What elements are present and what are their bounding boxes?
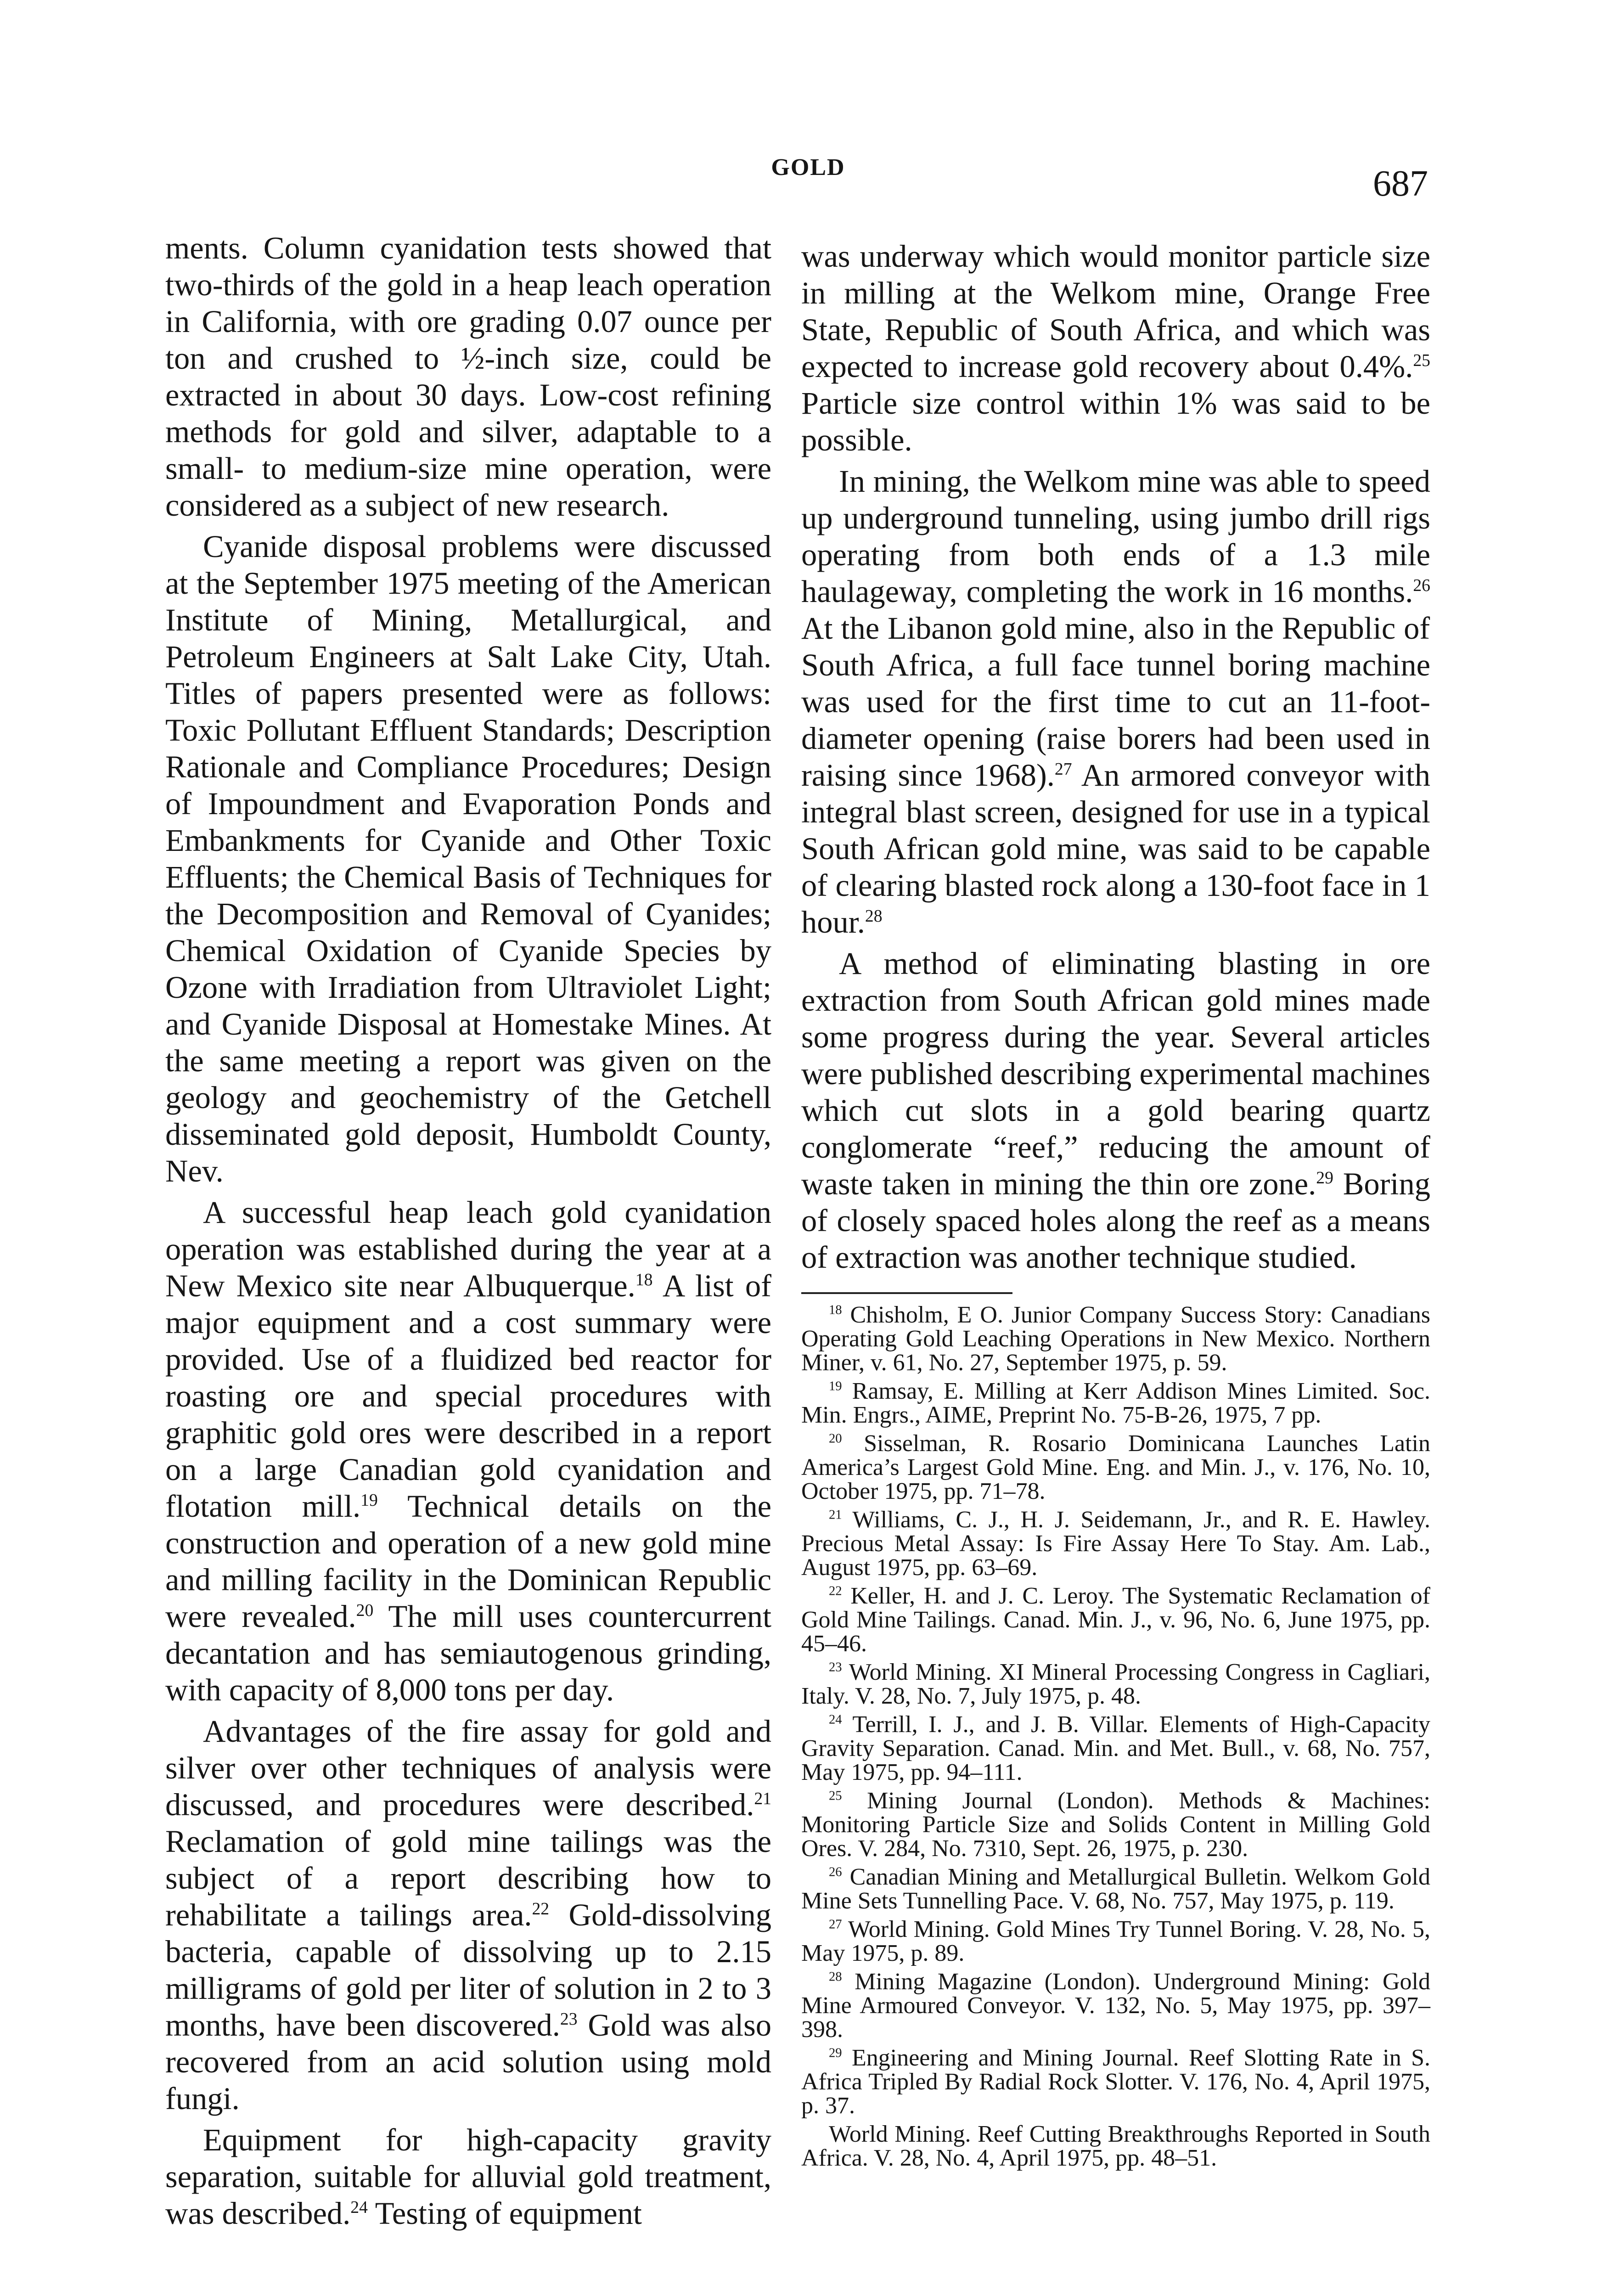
footnote-number: 26 [829, 1865, 842, 1880]
paragraph-text: Testing of equipment [367, 2196, 642, 2231]
running-title: GOLD [771, 154, 845, 180]
paragraph-text: In mining, the Welkom mine was able to speed up underground tunneling, using jumbo drill rigs operating from both ends of a 1.3 mile haulageway, completing the work in 16 months. [801, 464, 1430, 609]
footnote [801, 1660, 1430, 1708]
footnote-ref: 29 [1316, 1168, 1333, 1188]
footnote-number: 23 [829, 1660, 842, 1675]
footnote-number: 24 [829, 1712, 842, 1727]
footnote-ref: 21 [754, 1789, 771, 1809]
footnote [801, 1970, 1430, 2042]
footnote [801, 1789, 1430, 1861]
paragraph [165, 230, 771, 523]
footnote-ref: 22 [532, 1899, 550, 1919]
paragraph-text: A list of major equipment and a cost summary were provided. Use of a fluidized bed reactor for roasting ore and special procedures with graphitic gold ores were described in a report on a large Canadian gold cyanidation and flotation mill. [165, 1268, 771, 1524]
footnote-text: Engineering and Mining Journal. Reef Slotting Rate in S. Africa Tripled By Radial Rock Slotter. V. 176, No. 4, April 1975, p. 37. [801, 2045, 1431, 2119]
paragraph [165, 1194, 771, 1708]
footnote [801, 1918, 1430, 1965]
footnote-number: 22 [829, 1584, 842, 1598]
paragraph-text: A method of eliminating blasting in ore extraction from South African gold mines made some progress during the year. Several articles were published describing experimental machines which cut slots in a gold bearing quartz conglomerate “reef,” reducing the amount of waste taken in mining the thin ore zone. [801, 946, 1430, 1201]
footnote [801, 2122, 1430, 2170]
footnote-text: Keller, H. and J. C. Leroy. The Systematic Reclamation of Gold Mine Tailings. Canad. Min. J., v. 96, No. 6, June 1975, pp. 45–46. [801, 1583, 1430, 1657]
footnote [801, 1379, 1430, 1427]
paragraph [165, 528, 771, 1189]
footnote-text: Terrill, I. J., and J. B. Villar. Elements of High-Capacity Gravity Separation. Canad. Min. and Met. Bull., v. 68, No. 757, May 1975, pp. 94–111. [801, 1711, 1430, 1785]
paragraph-text: ments. Column cyanidation tests showed that two-thirds of the gold in a heap leach operation in California, with ore grading 0.07 ounce per ton and crushed to ½-inch size, could be extracted in about 30 days. Low-cost refining methods for gold and silver, adaptable to a small- to medium-size mine operation, were considered as a subject of new research. [165, 231, 771, 523]
right-column [801, 238, 1430, 2175]
paragraph [165, 2122, 771, 2232]
footnote-number: 29 [829, 2046, 842, 2060]
footnote [801, 1303, 1430, 1375]
paragraph-text: Gold was also recovered from an acid solution using mold fungi. [165, 2008, 772, 2116]
footnote-text: Sisselman, R. Rosario Dominicana Launches Latin America’s Largest Gold Mine. Eng. and Min. J., v. 176, No. 10, October 1975, pp. 71–78. [801, 1430, 1430, 1504]
footnote-ref: 18 [635, 1270, 653, 1290]
footnote-number: 27 [829, 1917, 842, 1932]
footnote-ref: 23 [560, 2009, 578, 2029]
footnote-number: 21 [829, 1508, 842, 1522]
footnote-ref: 27 [1054, 760, 1072, 779]
paragraph-text: Advantages of the fire assay for gold and silver over other techniques of analysis were discussed, and procedures were described. [165, 1714, 771, 1822]
paragraph [165, 1713, 771, 2117]
footnote-text: Canadian Mining and Metallurgical Bulletin. Welkom Gold Mine Sets Tunnelling Pace. V. 68, No. 757, May 1975, p. 119. [801, 1864, 1431, 1914]
footnote [801, 1865, 1430, 1913]
paragraph-text: Reclamation of gold mine tailings was the subject of a report describing how to rehabilitate a tailings area. [165, 1824, 771, 1932]
paragraph-text: Equipment for high-capacity gravity separation, suitable for alluvial gold treatment, was described. [165, 2122, 771, 2231]
footnote-text: World Mining. Gold Mines Try Tunnel Boring. V. 28, No. 5, May 1975, p. 89. [801, 1916, 1431, 1966]
paragraph [801, 238, 1430, 458]
footnote [801, 1508, 1430, 1580]
footnote-text: World Mining. Reef Cutting Breakthroughs Reported in South Africa. V. 28, No. 4, April 1975, pp. 48–51. [801, 2121, 1430, 2171]
footnote-ref: 28 [865, 906, 883, 926]
footnote [801, 2046, 1430, 2118]
footnote-text: Williams, C. J., H. J. Seidemann, Jr., and R. E. Hawley. Precious Metal Assay: Is Fire Assay Here To Stay. Am. Lab., August 1975, pp. 63–69. [801, 1507, 1430, 1581]
paragraph-text: was underway which would monitor particle size in milling at the Welkom mine, Orange Free State, Republic of South Africa, and which was expected to increase gold recovery about 0.4%. [801, 239, 1430, 384]
footnote-number: 20 [829, 1431, 842, 1446]
paragraph-text: Technical details on the construction and operation of a new gold mine and milling facility in the Dominican Republic were revealed. [165, 1489, 772, 1634]
paragraph-text: Boring of closely spaced holes along the reef as a means of extraction was another technique studied. [801, 1166, 1430, 1275]
footnote [801, 1432, 1430, 1503]
footnote [801, 1584, 1430, 1656]
footnotes [801, 1303, 1430, 2170]
footnote-text: Mining Journal (London). Methods & Machines: Monitoring Particle Size and Solids Content in Milling Gold Ores. V. 284, No. 7310, Sept. 26, 1975, p. 230. [801, 1788, 1431, 1862]
footnote-number: 19 [829, 1379, 842, 1394]
footnote [801, 1713, 1430, 1784]
footnote-number: 28 [829, 1970, 842, 1984]
footnote-text: Chisholm, E O. Junior Company Success Story: Canadians Operating Gold Leaching Operations in New Mexico. Northern Miner, v. 61, No. 27, September 1975, p. 59. [801, 1302, 1430, 1376]
left-column [165, 230, 771, 2236]
paragraph-text: At the Libanon gold mine, also in the Republic of South Africa, a full face tunnel boring machine was used for the first time to cut an 11-foot-diameter opening (raise borers had been used in raising since 1968). [801, 611, 1430, 793]
paragraph [801, 945, 1430, 1276]
page-number: 687 [1373, 163, 1428, 204]
footnote-ref: 25 [1413, 351, 1430, 371]
paragraph-text: The mill uses countercurrent decantation and has semiautogenous grinding, with capacity of 8,000 tons per day. [165, 1599, 771, 1707]
footnote-number: 18 [829, 1303, 842, 1317]
paragraph [801, 463, 1430, 940]
footnote-ref: 24 [350, 2198, 368, 2217]
footnote-ref: 26 [1413, 576, 1430, 596]
footnote-ref: 19 [360, 1491, 378, 1510]
paragraph-text: Cyanide disposal problems were discussed at the September 1975 meeting of the American Institute of Mining, Metallurgical, and Petroleum Engineers at Salt Lake City, Utah. Titles of papers presented were as follows: Toxic Pollutant Effluent Standards; Description Rationale and Compliance Procedures; Design of Impoundment and Evaporation Ponds and Embankments for Cyanide and Other Toxic Effluents; the Chemical Basis of Techniques for the Decomposition and Removal of Cyanides; Chemical Oxidation of Cyanide Species by Ozone with Irradiation from Ultraviolet Light; and Cyanide Disposal at Homestake Mines. At the same meeting a report was given on the geology and geochemistry of the Getchell disseminated gold deposit, Humboldt County, Nev. [165, 529, 771, 1188]
paragraph-text: An armored conveyor with integral blast screen, designed for use in a typical South African gold mine, was said to be capable of clearing blasted rock along a 130-foot face in 1 hour. [801, 758, 1430, 940]
paragraph-text: Particle size control within 1% was said to be possible. [801, 386, 1430, 457]
paragraph-text: Gold-dissolving bacteria, capable of dissolving up to 2.15 milligrams of gold per liter of solution in 2 to 3 months, have been discovered. [165, 1897, 771, 2043]
footnote-text: Ramsay, E. Milling at Kerr Addison Mines Limited. Soc. Min. Engrs., AIME, Preprint No. 75-B-26, 1975, 7 pp. [801, 1378, 1431, 1428]
footnote-ref: 20 [356, 1601, 374, 1621]
footnote-divider [801, 1292, 1012, 1294]
footnote-number: 25 [829, 1789, 842, 1803]
paragraph-text: A successful heap leach gold cyanidation operation was established during the year at a New Mexico site near Albuquerque. [165, 1195, 771, 1303]
footnote-text: World Mining. XI Mineral Processing Congress in Cagliari, Italy. V. 28, No. 7, July 1975, p. 48. [801, 1659, 1430, 1709]
footnote-text: Mining Magazine (London). Underground Mining: Gold Mine Armoured Conveyor. V. 132, No. 5, May 1975, pp. 397–398. [801, 1969, 1431, 2043]
